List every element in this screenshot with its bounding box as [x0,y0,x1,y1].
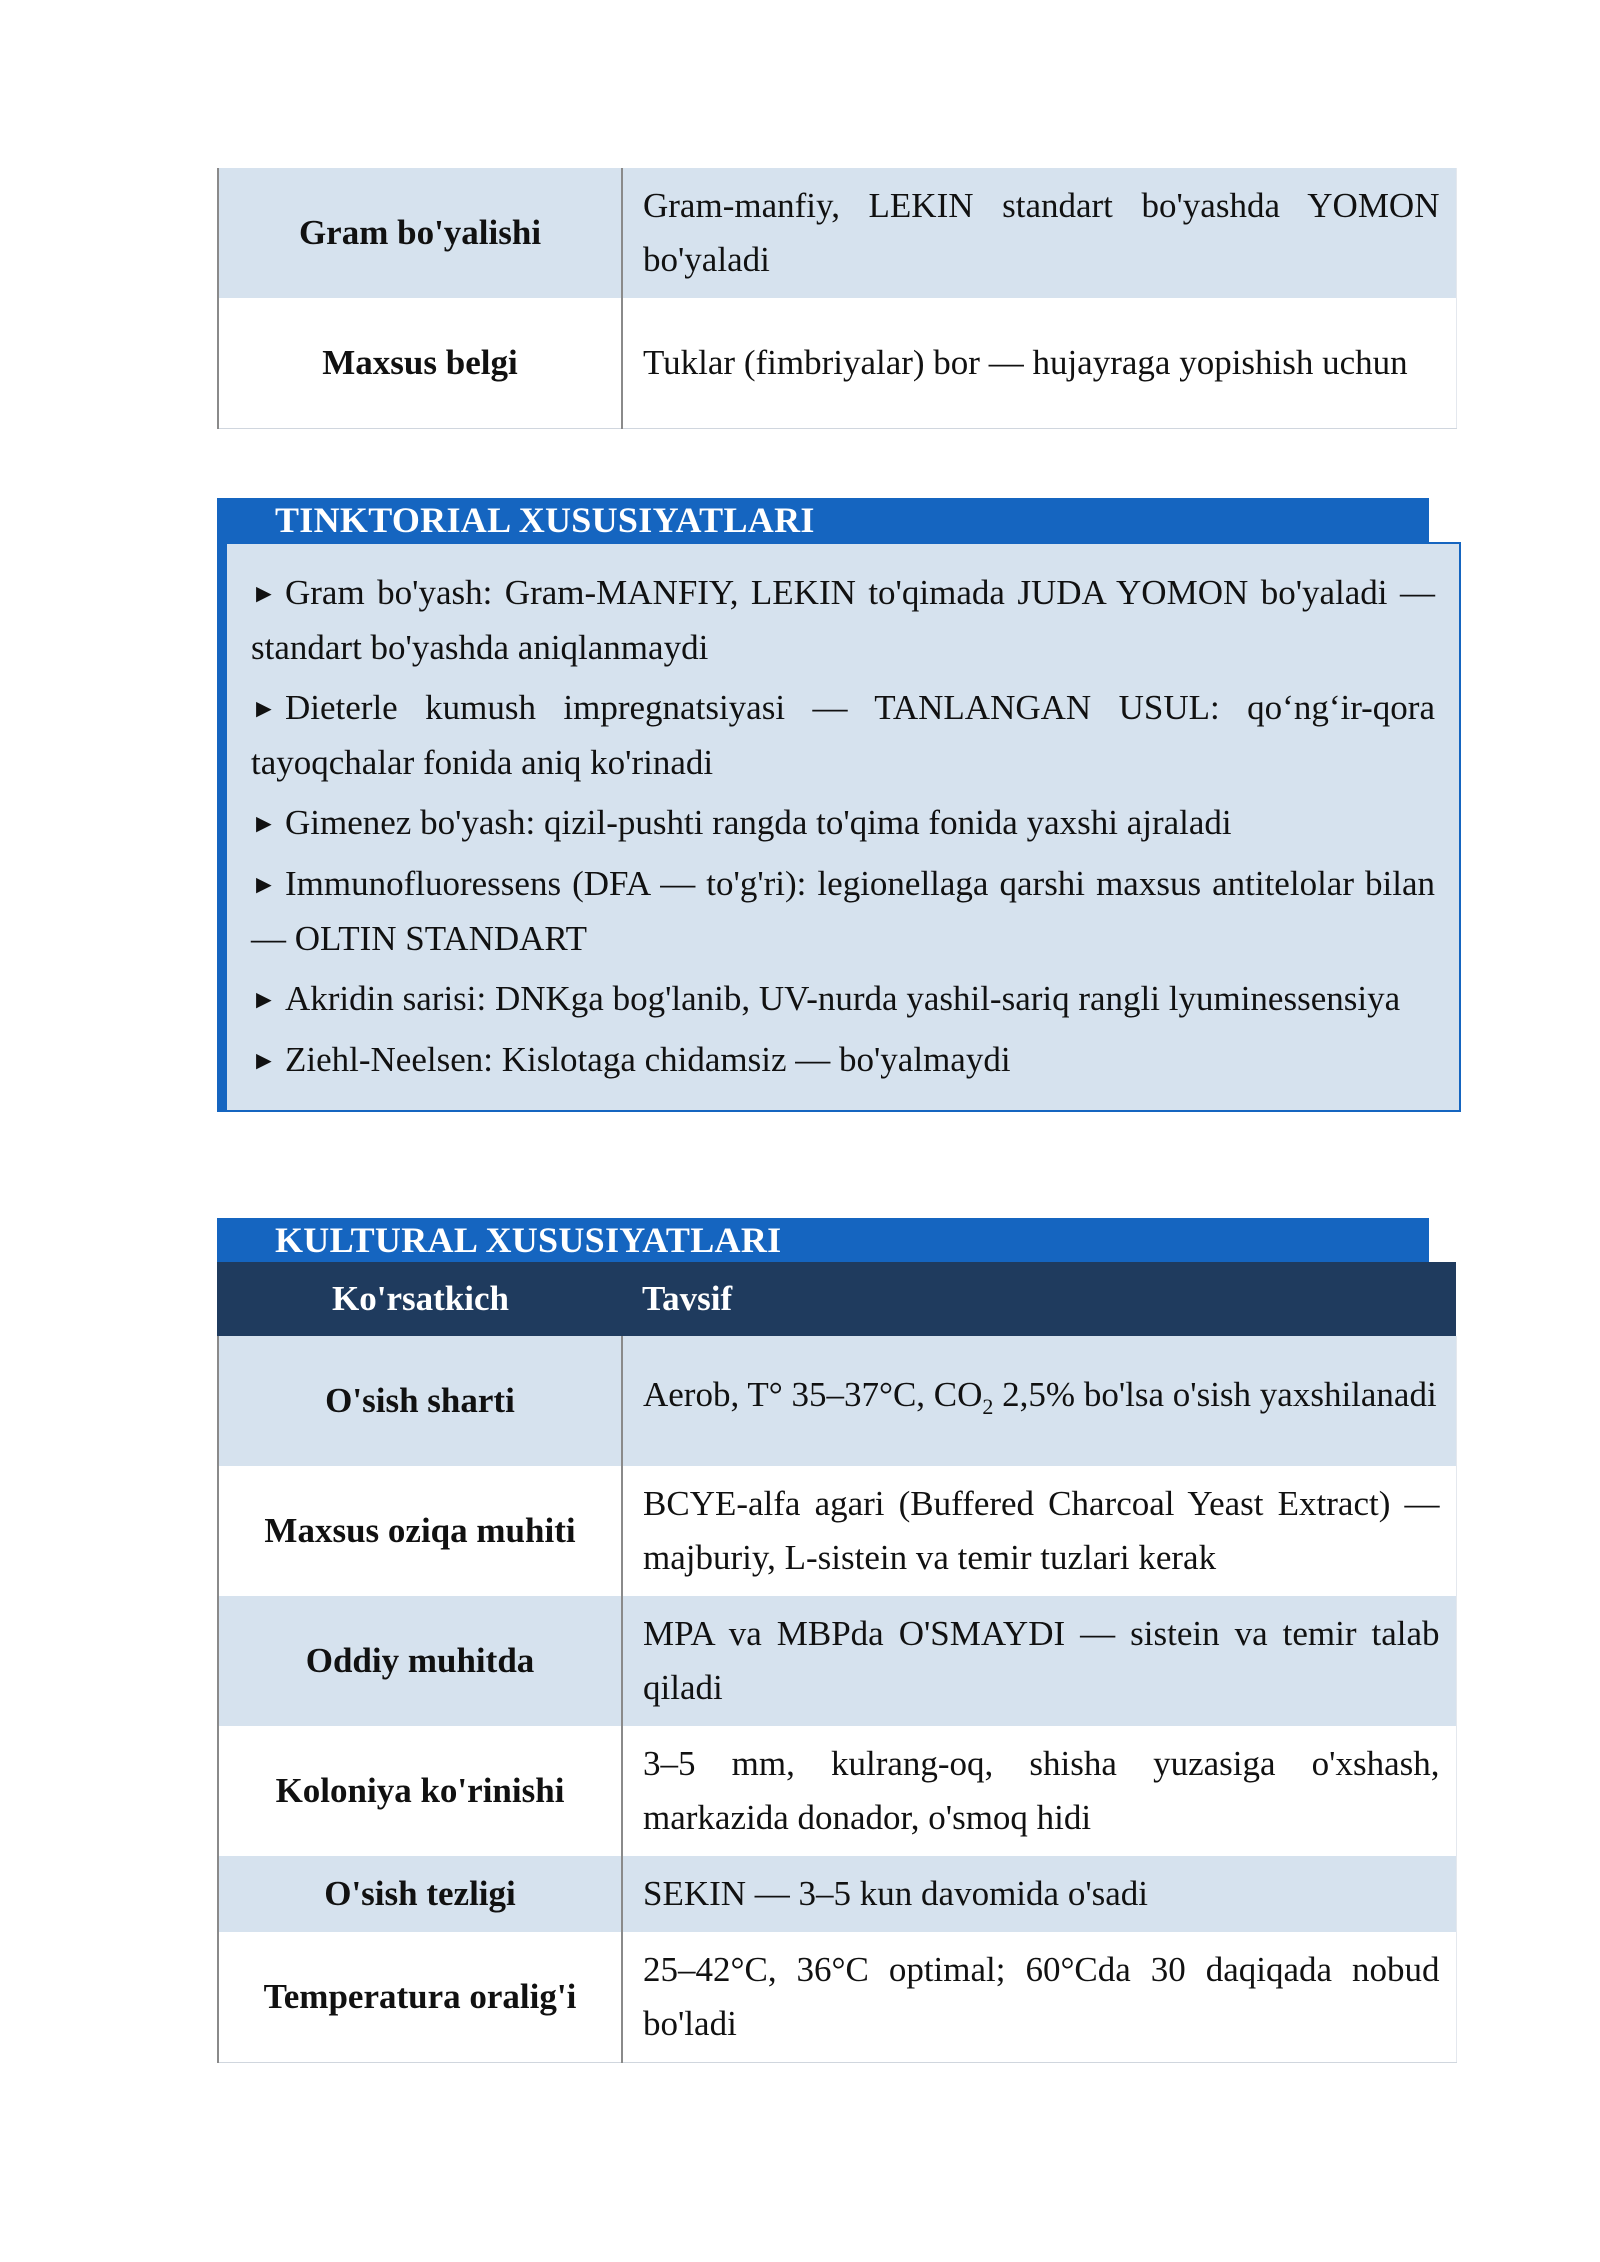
row-label: Gram bo'yalishi [218,168,622,298]
table-row [218,168,1456,298]
list-item: ► Gram bo'yash: Gram-MANFIY, LEKIN to'qimada JUDA YOMON bo'yaladi — standart bo'yashda aniqlanmaydi [251,566,1435,675]
row-value: BCYE-alfa agari (Buffered Charcoal Yeast Extract) — majburiy, L-sistein va temir tuzlari kerak [622,1466,1456,1596]
bullet-triangle-icon: ► [251,579,277,608]
list-item: ► Immunofluoressens (DFA — to'g'ri): legionellaga qarshi maxsus antitelolar bilan — OLTIN STANDART [251,857,1435,966]
table-row [218,1856,1456,1932]
table-row [218,1336,1456,1466]
row-label: Temperatura oralig'i [218,1932,622,2062]
tinktorial-list [217,542,1461,1112]
table-row [218,1466,1456,1596]
bullet-triangle-icon: ► [251,1046,277,1075]
column-header-description: Tavsif [622,1262,1456,1336]
row-value: MPA va MBPda O'SMAYDI — sistein va temir talab qiladi [622,1596,1456,1726]
table-row [218,1932,1456,2062]
bullet-triangle-icon: ► [251,694,277,723]
list-item: ► Gimenez bo'yash: qizil-pushti rangda to'qima fonida yaxshi ajraladi [251,796,1435,851]
table-header-row [218,1262,1456,1336]
column-header-indicator: Ko'rsatkich [218,1262,622,1336]
row-label: Oddiy muhitda [218,1596,622,1726]
properties-table [217,168,1457,429]
section-title-tinktorial: TINKTORIAL XUSUSIYATLARI [217,498,1429,542]
list-item: ► Ziehl-Neelsen: Kislotaga chidamsiz — bo'yalmaydi [251,1033,1435,1088]
list-item: ► Dieterle kumush impregnatsiyasi — TANLANGAN USUL: qo‘ng‘ir-qora tayoqchalar fonida aniq ko'rinadi [251,681,1435,790]
bullet-triangle-icon: ► [251,985,277,1014]
bullet-triangle-icon: ► [251,870,277,899]
section-title-kultural: KULTURAL XUSUSIYATLARI [217,1218,1429,1262]
list-item: ► Akridin sarisi: DNKga bog'lanib, UV-nurda yashil-sariq rangli lyuminessensiya [251,972,1435,1027]
bullet-triangle-icon: ► [251,809,277,838]
row-value: Gram-manfiy, LEKIN standart bo'yashda YOMON bo'yaladi [622,168,1456,298]
row-label: O'sish sharti [218,1336,622,1466]
row-value: Tuklar (fimbriyalar) bor — hujayraga yopishish uchun [622,298,1456,428]
kultural-table [217,1262,1457,2063]
table-row [218,1726,1456,1856]
row-label: Maxsus belgi [218,298,622,428]
table-row [218,298,1456,428]
row-label: O'sish tezligi [218,1856,622,1932]
row-value: SEKIN — 3–5 kun davomida o'sadi [622,1856,1456,1932]
row-value: 3–5 mm, kulrang-oq, shisha yuzasiga o'xshash, markazida donador, o'smoq hidi [622,1726,1456,1856]
table-row [218,1596,1456,1726]
row-label: Koloniya ko'rinishi [218,1726,622,1856]
row-value: 25–42°C, 36°C optimal; 60°Cda 30 daqiqada nobud bo'ladi [622,1932,1456,2062]
row-label: Maxsus oziqa muhiti [218,1466,622,1596]
row-value: Aerob, T° 35–37°C, $CO_2$ 2,5% bo'lsa o'sish yaxshilanadi [622,1336,1456,1466]
